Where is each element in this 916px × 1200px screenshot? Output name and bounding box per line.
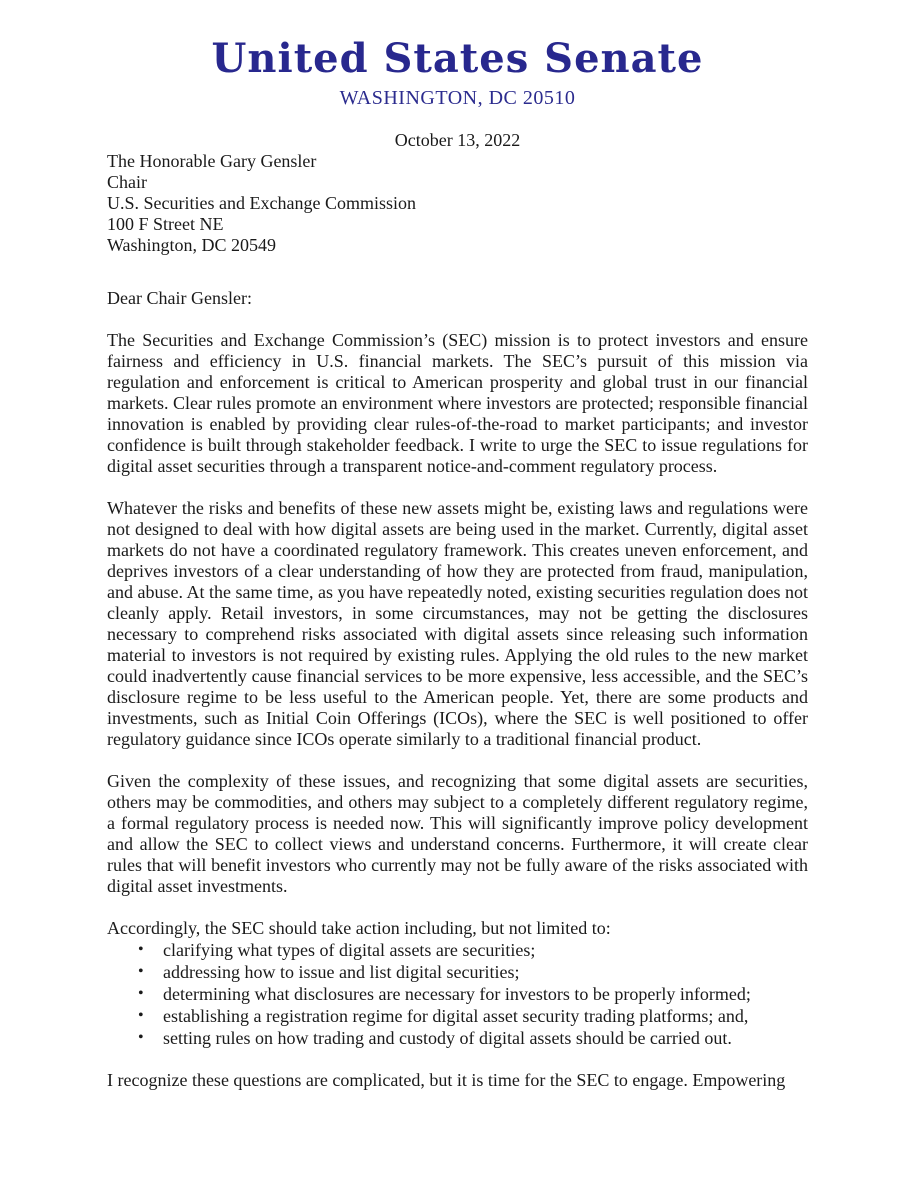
list-item-text: establishing a registration regime for digital asset security trading platforms; and, bbox=[163, 1006, 749, 1026]
list-item bbox=[107, 961, 808, 983]
recipient-name-line: The Honorable Gary Gensler bbox=[107, 151, 317, 171]
recipient-street-line: 100 F Street NE bbox=[107, 214, 224, 234]
list-item bbox=[107, 939, 808, 961]
list-item bbox=[107, 1027, 808, 1049]
bullet-dot-icon: • bbox=[138, 1007, 144, 1024]
closing-paragraph: I recognize these questions are complicated, but it is time for the SEC to engage. Empowering bbox=[107, 1070, 786, 1090]
letterhead bbox=[107, 34, 808, 110]
recipient-org-line: U.S. Securities and Exchange Commission bbox=[107, 193, 416, 213]
letter-date: October 13, 2022 bbox=[394, 130, 521, 150]
list-item bbox=[107, 1005, 808, 1027]
list-item-text: clarifying what types of digital assets are securities; bbox=[163, 940, 536, 960]
letterhead-org-address: WASHINGTON, DC 20510 bbox=[339, 87, 576, 109]
bullet-dot-icon: • bbox=[138, 985, 144, 1002]
list-item bbox=[107, 983, 808, 1005]
list-item-text: determining what disclosures are necessary for investors to be properly informed; bbox=[163, 984, 751, 1004]
salutation: Dear Chair Gensler: bbox=[107, 288, 252, 308]
bullet-dot-icon: • bbox=[138, 1029, 144, 1046]
recipient-title-line: Chair bbox=[107, 172, 147, 192]
body-paragraph-3: Given the complexity of these issues, and recognizing that some digital assets are securities, others may be commodities, and others may subject to a completely different regulatory regime, a formal regulatory process is needed now. This will significantly improve policy development and allow the SEC to collect views and understand concerns. Furthermore, it will create clear rules that will benefit investors who currently may not be fully aware of the risks associated with digital asset investments. bbox=[107, 771, 808, 896]
bullet-dot-icon: • bbox=[138, 963, 144, 980]
recipient-city-line: Washington, DC 20549 bbox=[107, 235, 277, 255]
bullet-dot-icon: • bbox=[138, 941, 144, 958]
recipient-address-block bbox=[107, 151, 808, 256]
letterhead-org-name: United States Senate bbox=[211, 35, 704, 82]
list-item-text: setting rules on how trading and custody of digital assets should be carried out. bbox=[163, 1028, 732, 1048]
body-paragraph-1: The Securities and Exchange Commission’s (SEC) mission is to protect investors and ensure fairness and efficiency in U.S. financial markets. The SEC’s pursuit of this mission via regulation and enforcement is critical to American prosperity and global trust in our financial markets. Clear rules promote an environment where investors are protected; responsible financial innovation is enabled by providing clear rules-of-the-road to market participants; and investor confidence is built through stakeholder feedback. I write to urge the SEC to issue regulations for digital asset securities through a transparent notice-and-comment regulatory process. bbox=[107, 330, 808, 476]
body-paragraph-2: Whatever the risks and benefits of these new assets might be, existing laws and regulations were not designed to deal with how digital assets are being used in the market. Currently, digital asset markets do not have a coordinated regulatory framework. This creates uneven enforcement, and deprives investors of a clear understanding of how they are protected from fraud, manipulation, and abuse. At the same time, as you have repeatedly noted, existing securities regulation does not cleanly apply. Retail investors, in some circumstances, may not be getting the disclosures necessary to comprehend risks associated with digital assets since releasing such information material to investors is not required by existing rules. Applying the old rules to the new market could inadvertently cause financial services to be more expensive, less accessible, and the SEC’s disclosure regime to be less useful to the American people. Yet, there are some products and investments, such as Initial Coin Offerings (ICOs), where the SEC is well positioned to offer regulatory guidance since ICOs operate similarly to a traditional financial product. bbox=[107, 498, 808, 749]
list-item-text: addressing how to issue and list digital securities; bbox=[163, 962, 520, 982]
action-intro: Accordingly, the SEC should take action including, but not limited to: bbox=[107, 918, 611, 938]
action-list bbox=[107, 939, 808, 1049]
